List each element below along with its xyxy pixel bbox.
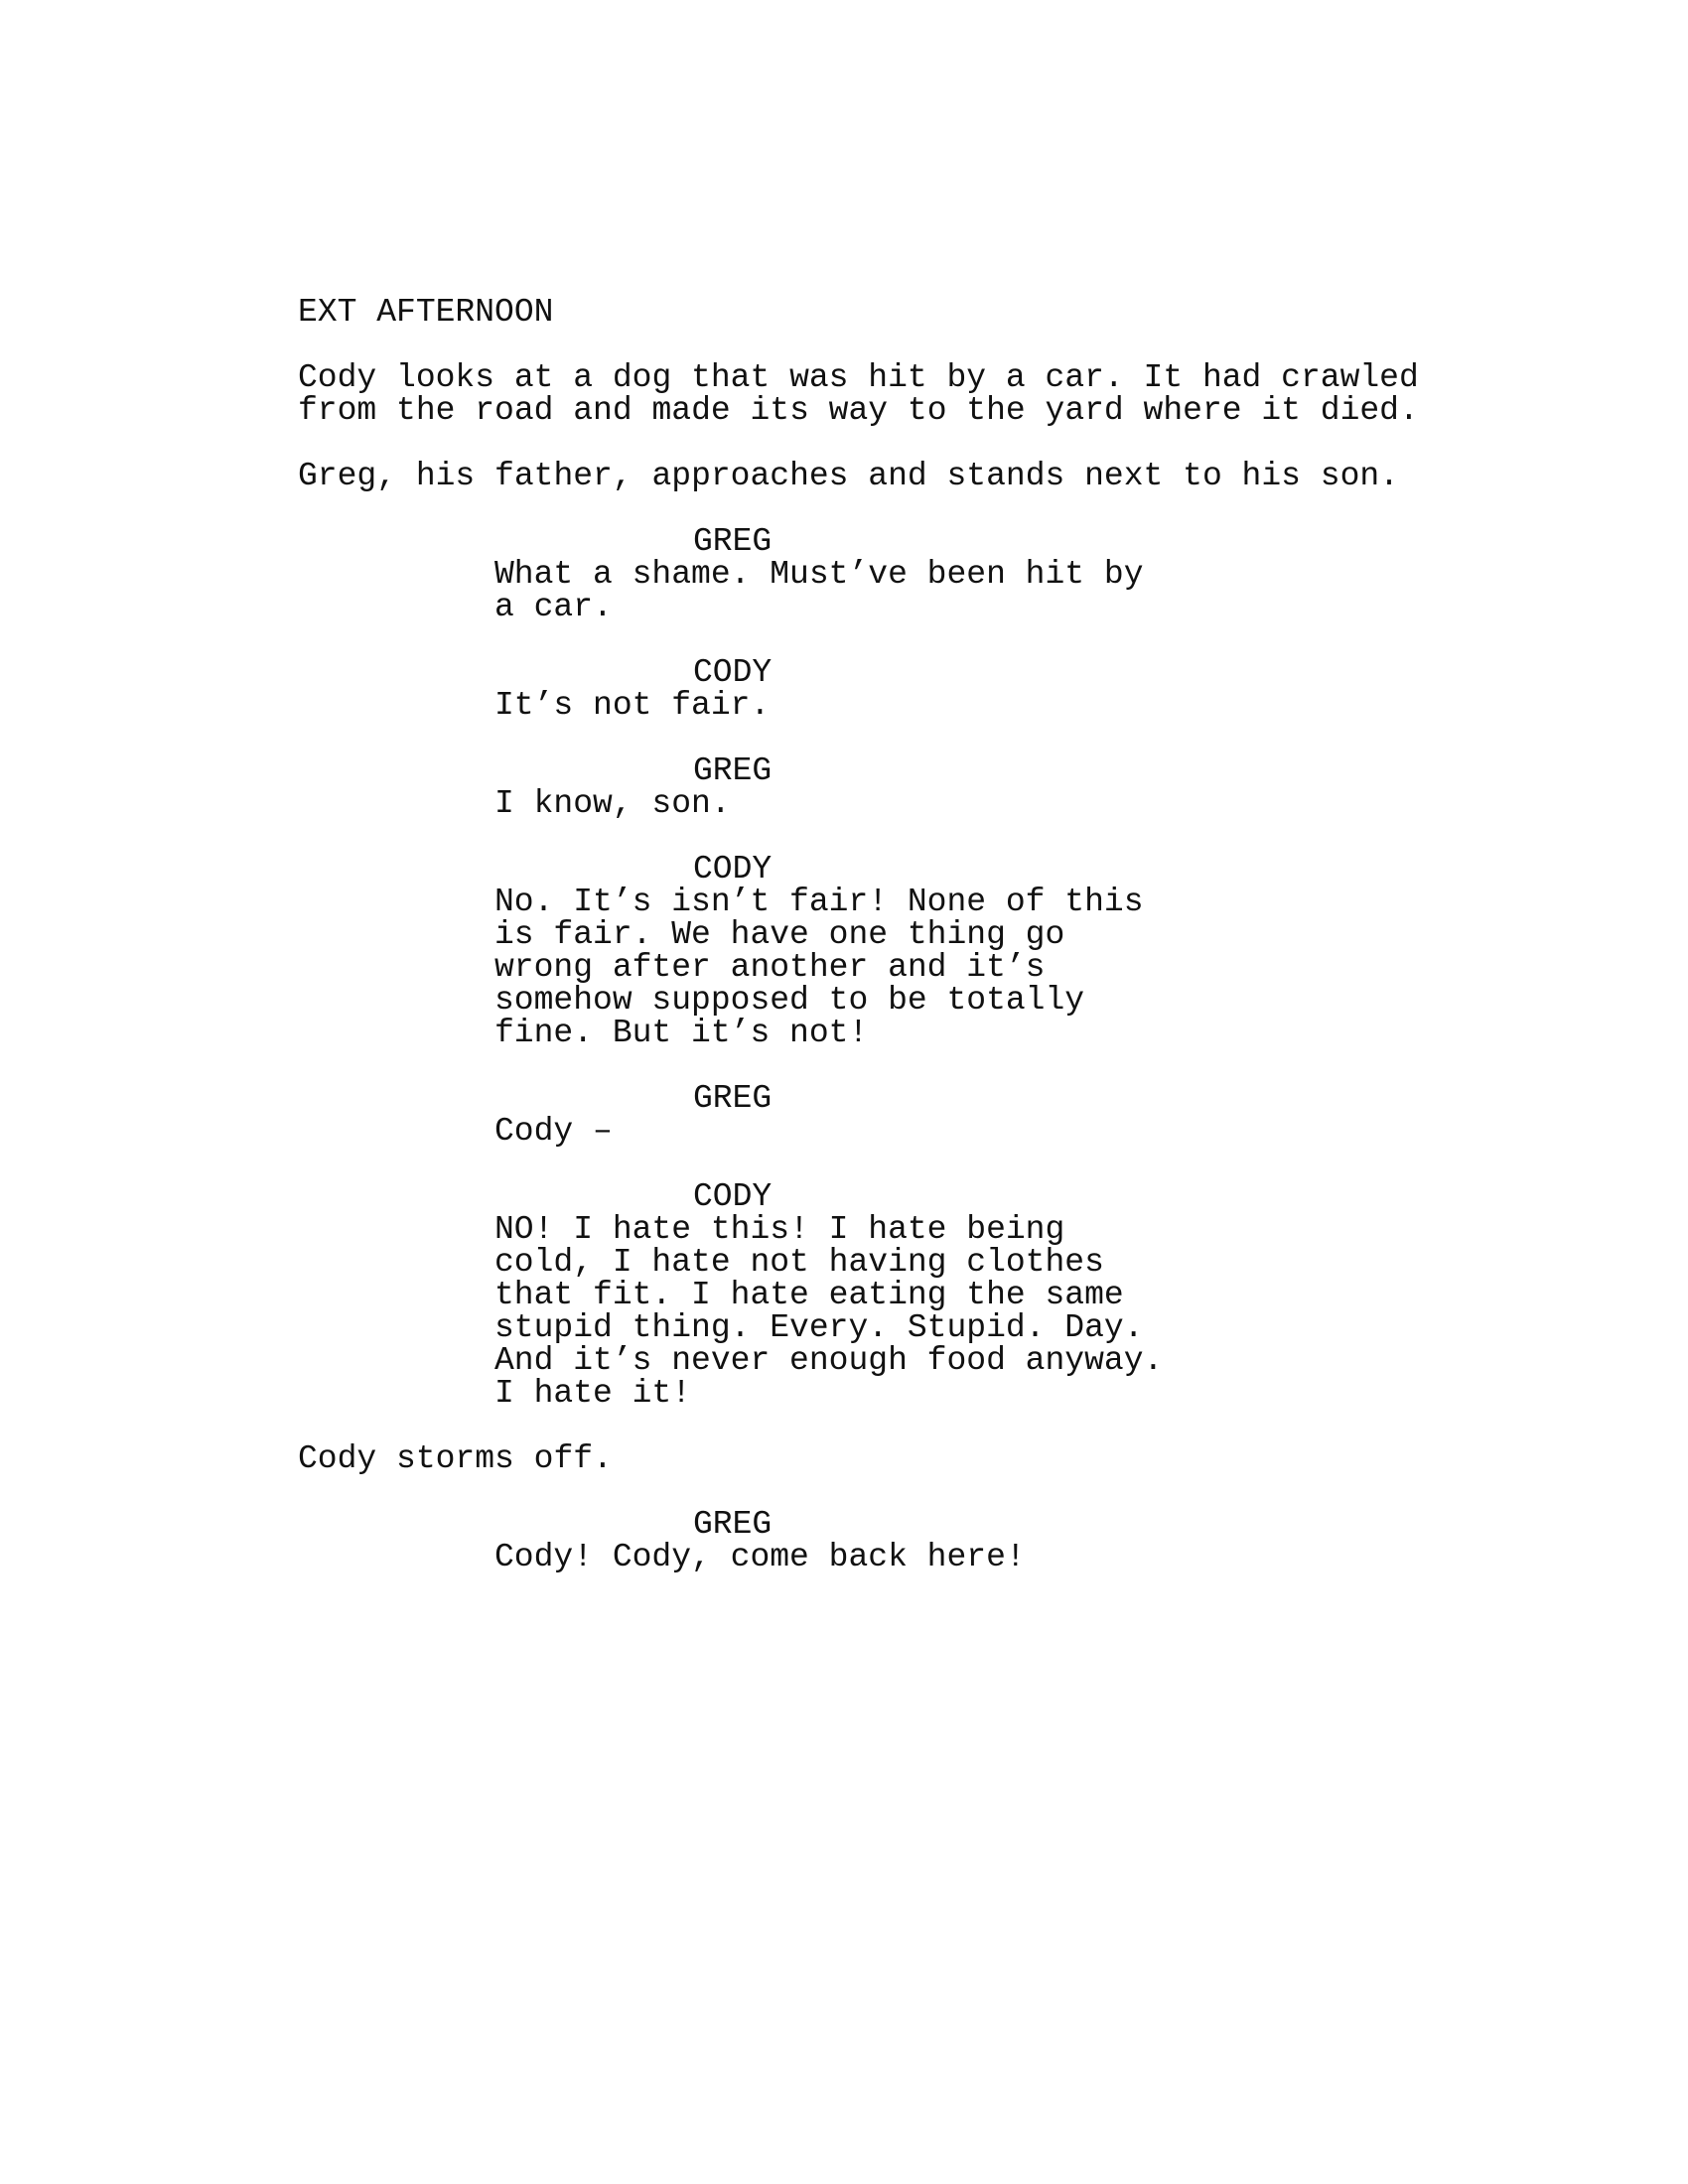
dialogue-block [298,525,1440,623]
action-block [298,460,1440,492]
character-name: GREG [693,523,773,560]
spacer [298,329,1440,361]
dialogue-line: NO! I hate this! I hate being [494,1211,1065,1248]
action-line: Greg, his father, approaches and stands next to his son. [298,458,1399,494]
dialogue-line: And it’s never enough food anyway. [494,1342,1164,1379]
spacer [298,427,1440,460]
action-block [298,1442,1440,1475]
dialogue-line: fine. But it’s not! [494,1015,869,1051]
spacer [298,1148,1440,1180]
dialogue-block [298,1508,1440,1573]
dialogue-line: Cody! Cody, come back here! [494,1539,1026,1575]
scene-heading: EXT AFTERNOON [298,294,554,331]
dialogue-line: I hate it! [494,1375,692,1412]
action-line: from the road and made its way to the yard where it died. [298,392,1419,429]
spacer [298,623,1440,656]
dialogue-block [298,853,1440,1049]
dialogue-block [298,1180,1440,1410]
dialogue-block [298,656,1440,722]
action-line: Cody looks at a dog that was hit by a car. It had crawled [298,359,1419,396]
spacer [298,1049,1440,1082]
dialogue-line: is fair. We have one thing go [494,916,1065,953]
dialogue-block [298,1082,1440,1148]
dialogue-block [298,754,1440,820]
screenplay-body [298,296,1440,1573]
spacer [298,820,1440,853]
spacer [298,1410,1440,1442]
dialogue-line: cold, I hate not having clothes [494,1244,1104,1281]
dialogue-line: What a shame. Must’ve been hit by [494,556,1144,593]
character-name: CODY [693,851,773,887]
action-block [298,361,1440,427]
dialogue-line: stupid thing. Every. Stupid. Day. [494,1309,1144,1346]
character-name: GREG [693,752,773,789]
dialogue-line: I know, son. [494,785,731,822]
action-line: Cody storms off. [298,1440,613,1477]
dialogue-line: Cody – [494,1113,613,1150]
spacer [298,722,1440,754]
spacer [298,492,1440,525]
dialogue-line: It’s not fair. [494,687,771,724]
dialogue-line: that fit. I hate eating the same [494,1277,1124,1313]
character-name: GREG [693,1506,773,1543]
dialogue-line: No. It’s isn’t fair! None of this [494,884,1144,920]
dialogue-line: somehow supposed to be totally [494,982,1085,1019]
character-name: CODY [693,1178,773,1215]
dialogue-line: a car. [494,589,613,625]
character-name: GREG [693,1080,773,1117]
character-name: CODY [693,654,773,691]
dialogue-line: wrong after another and it’s [494,949,1046,986]
spacer [298,1475,1440,1508]
